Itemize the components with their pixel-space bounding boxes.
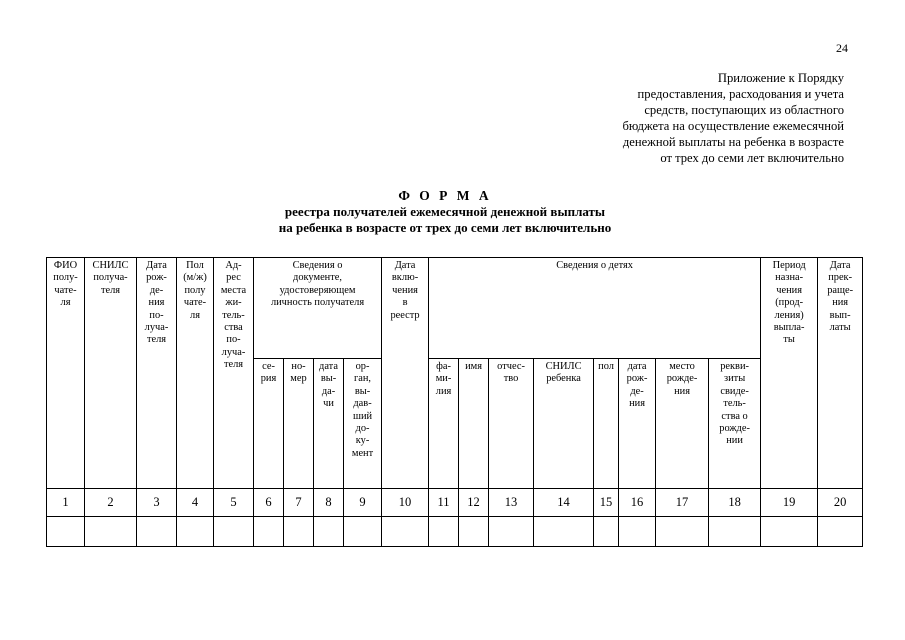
form-title-line: реестра получателей ежемесячной денежной выплаты bbox=[284, 204, 606, 219]
column-number: 15 bbox=[594, 489, 619, 517]
header-end-date: Дата прек- раще- ния вып- латы bbox=[818, 258, 863, 489]
empty-cell bbox=[47, 517, 85, 547]
header-sex: Пол (м/ж) полу чате- ля bbox=[177, 258, 214, 489]
empty-cell bbox=[818, 517, 863, 547]
empty-cell bbox=[709, 517, 761, 547]
column-number: 1 bbox=[47, 489, 85, 517]
column-number-row bbox=[47, 489, 863, 517]
header-doc-issue-date: дата вы- да- чи bbox=[314, 359, 344, 489]
appendix-line: средств, поступающих из областного bbox=[644, 103, 844, 117]
appendix-line: предоставления, расходования и учета bbox=[637, 87, 844, 101]
appendix-line: денежной выплаты на ребенка в возрасте bbox=[622, 135, 844, 149]
header-child-surname: фа- ми- лия bbox=[429, 359, 459, 489]
empty-cell bbox=[284, 517, 314, 547]
empty-cell bbox=[489, 517, 534, 547]
empty-cell bbox=[314, 517, 344, 547]
column-number: 3 bbox=[137, 489, 177, 517]
form-title-word: Ф О Р М А bbox=[398, 188, 492, 203]
column-number: 4 bbox=[177, 489, 214, 517]
empty-cell bbox=[656, 517, 709, 547]
column-number: 2 bbox=[85, 489, 137, 517]
column-number: 8 bbox=[314, 489, 344, 517]
form-title-line: на ребенка в возрасте от трех до семи лет включительно bbox=[278, 220, 612, 235]
header-address: Ад- рес места жи- тель- ства по- луча- теля bbox=[214, 258, 254, 489]
empty-cell bbox=[214, 517, 254, 547]
column-number: 16 bbox=[619, 489, 656, 517]
empty-cell bbox=[177, 517, 214, 547]
empty-cell bbox=[344, 517, 382, 547]
appendix-line: бюджета на осуществление ежемесячной bbox=[622, 119, 844, 133]
empty-cell bbox=[619, 517, 656, 547]
header-doc-issuer: ор- ган, вы- дав- ший до- ку- мент bbox=[344, 359, 382, 489]
header-doc-series: се- рия bbox=[254, 359, 284, 489]
header-inclusion-date: Дата вклю- чения в реестр bbox=[382, 258, 429, 489]
page-number: 24 bbox=[836, 41, 848, 55]
header-document-group: Сведения о документе, удостоверяющем личность получателя bbox=[254, 258, 382, 359]
registry-table bbox=[46, 257, 863, 547]
header-period: Период назна- чения (прод- ления) выпла- ты bbox=[761, 258, 818, 489]
header-birth-date: Дата рож- де- ния по- луча- теля bbox=[137, 258, 177, 489]
column-number: 13 bbox=[489, 489, 534, 517]
column-number: 18 bbox=[709, 489, 761, 517]
empty-cell bbox=[137, 517, 177, 547]
appendix-line: Приложение к Порядку bbox=[717, 71, 844, 85]
empty-cell bbox=[382, 517, 429, 547]
column-number: 7 bbox=[284, 489, 314, 517]
header-child-snils: СНИЛС ребенка bbox=[534, 359, 594, 489]
header-child-birth-date: дата рож- де- ния bbox=[619, 359, 656, 489]
column-number: 11 bbox=[429, 489, 459, 517]
appendix-note bbox=[560, 70, 844, 166]
header-child-birth-cert: рекви- зиты свиде- тель- ства о рожде- нии bbox=[709, 359, 761, 489]
column-number: 10 bbox=[382, 489, 429, 517]
empty-cell bbox=[459, 517, 489, 547]
column-number: 5 bbox=[214, 489, 254, 517]
column-number: 6 bbox=[254, 489, 284, 517]
column-number: 14 bbox=[534, 489, 594, 517]
header-children-group: Сведения о детях bbox=[429, 258, 761, 359]
empty-cell bbox=[254, 517, 284, 547]
column-number: 17 bbox=[656, 489, 709, 517]
empty-data-row bbox=[47, 517, 863, 547]
form-title bbox=[200, 188, 690, 236]
empty-cell bbox=[761, 517, 818, 547]
column-number: 19 bbox=[761, 489, 818, 517]
header-snils: СНИЛС получа- теля bbox=[85, 258, 137, 489]
empty-cell bbox=[594, 517, 619, 547]
header-child-name: имя bbox=[459, 359, 489, 489]
header-child-birth-place: место рожде- ния bbox=[656, 359, 709, 489]
column-number: 9 bbox=[344, 489, 382, 517]
appendix-line: от трех до семи лет включительно bbox=[660, 151, 844, 165]
empty-cell bbox=[534, 517, 594, 547]
header-child-sex: пол bbox=[594, 359, 619, 489]
empty-cell bbox=[429, 517, 459, 547]
header-child-patronymic: отчес- тво bbox=[489, 359, 534, 489]
header-fio: ФИО полу- чате- ля bbox=[47, 258, 85, 489]
header-doc-number: но- мер bbox=[284, 359, 314, 489]
column-number: 20 bbox=[818, 489, 863, 517]
column-number: 12 bbox=[459, 489, 489, 517]
empty-cell bbox=[85, 517, 137, 547]
